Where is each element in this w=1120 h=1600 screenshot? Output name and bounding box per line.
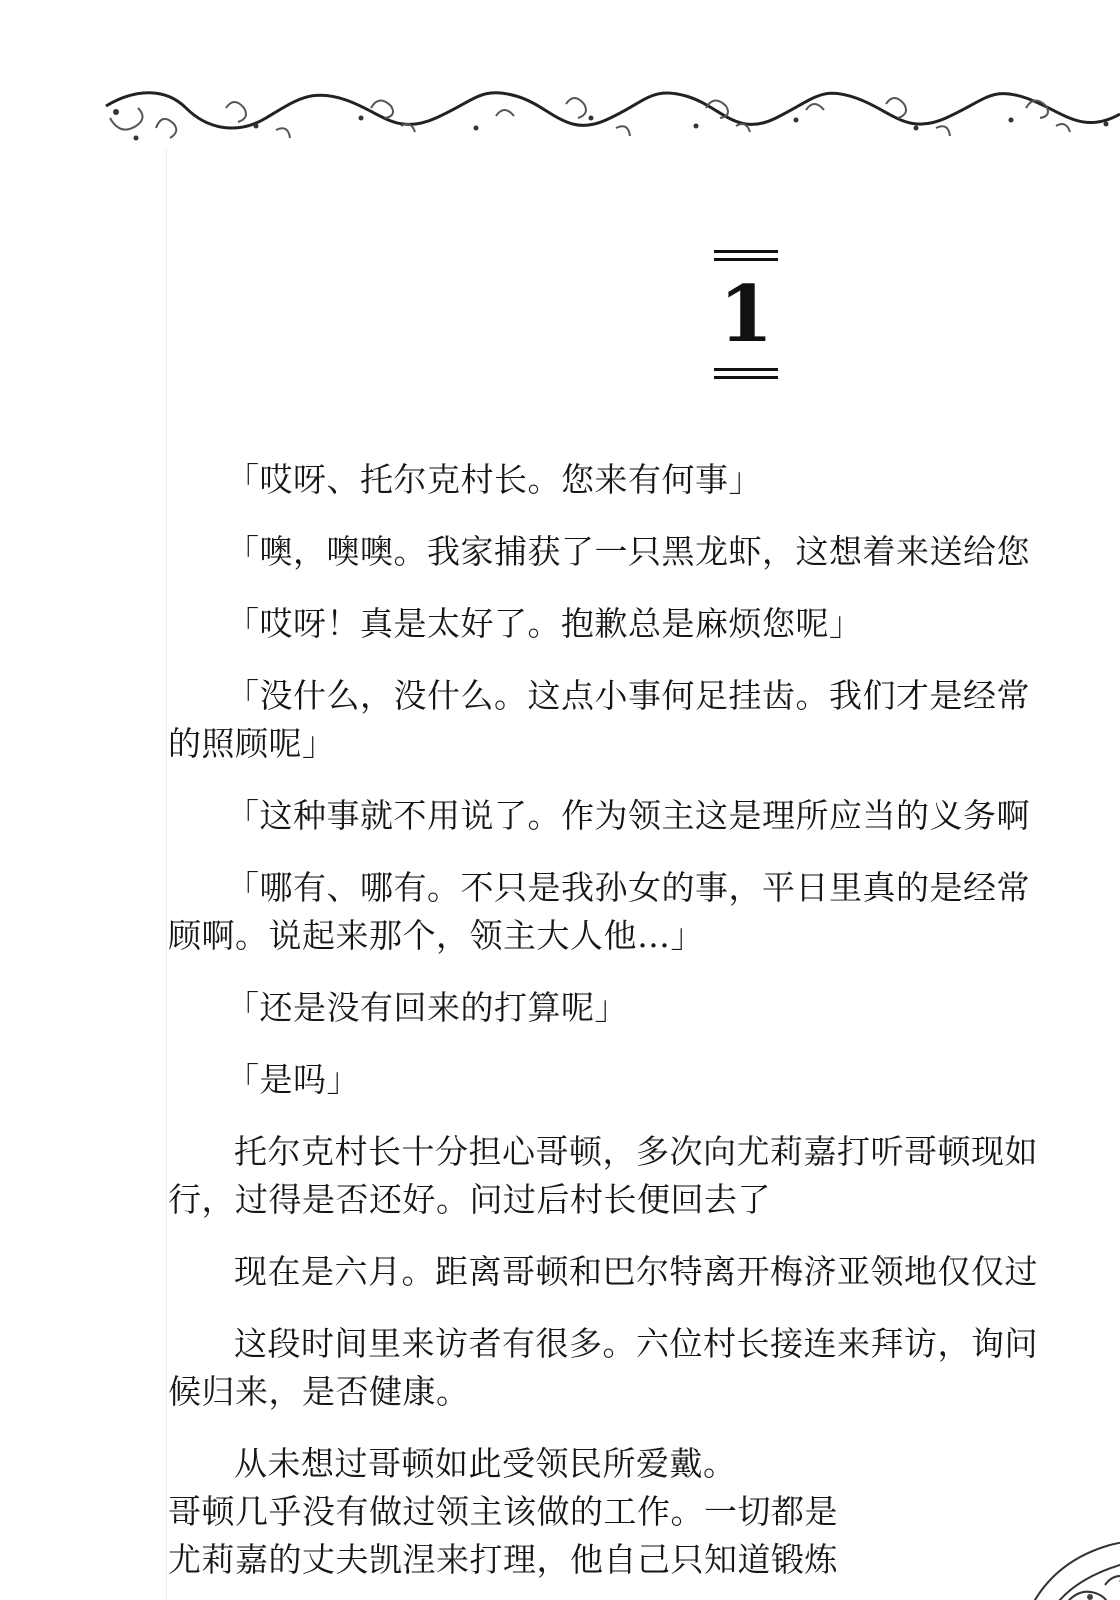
text-line: 「这种事就不用说了。作为领主这是理所应当的义务啊 [226, 796, 1030, 835]
text-line: 「哎呀！真是太好了。抱歉总是麻烦您呢」 [226, 604, 863, 643]
paragraph [168, 1320, 1120, 1416]
paragraph [168, 456, 1120, 504]
chapter-rule-top [714, 250, 778, 253]
paragraph [168, 984, 1120, 1032]
text-line: 「没什么，没什么。这点小事何足挂齿。我们才是经常 [226, 676, 1030, 715]
paragraph [168, 1128, 1120, 1224]
text-line: 的照顾呢」 [168, 724, 336, 763]
body-text [168, 456, 1120, 1584]
paragraph [168, 1248, 1120, 1296]
text-line: 从未想过哥顿如此受领民所爱戴。 [234, 1444, 737, 1483]
text-line: 「噢，噢噢。我家捕获了一只黑龙虾，这想着来送给您 [226, 532, 1030, 571]
chapter-rule-bottom [714, 376, 778, 379]
paragraph [168, 672, 1120, 768]
text-line: 哥顿几乎没有做过领主该做的工作。一切都是 [168, 1492, 838, 1531]
decorative-border-ornament [96, 78, 1120, 158]
text-line: 现在是六月。距离哥顿和巴尔特离开梅济亚领地仅仅过 [234, 1252, 1038, 1291]
chapter-number: 1 [718, 269, 774, 360]
text-line: 「是吗」 [226, 1060, 360, 1099]
paragraph [168, 600, 1120, 648]
chapter-heading [714, 250, 778, 382]
text-line: 「哎呀、托尔克村长。您来有何事」 [226, 460, 762, 499]
paragraph [168, 792, 1120, 840]
text-line: 这段时间里来访者有很多。六位村长接连来拜访，询问 [234, 1324, 1038, 1363]
paragraph [168, 528, 1120, 576]
corner-illustration [1010, 1485, 1120, 1600]
chapter-rule-bottom-inner [714, 368, 778, 371]
chapter-rule-top-inner [714, 258, 778, 261]
text-line: 候归来，是否健康。 [168, 1372, 470, 1411]
paragraph [168, 1440, 1120, 1584]
text-line: 行，过得是否还好。问过后村长便回去了 [168, 1180, 771, 1219]
page-margin-line [166, 150, 167, 1600]
text-line: 「哪有、哪有。不只是我孙女的事，平日里真的是经常 [226, 868, 1030, 907]
text-line: 尤莉嘉的丈夫凯涅来打理，他自己只知道锻炼 [168, 1540, 838, 1579]
paragraph [168, 864, 1120, 960]
text-line: 「还是没有回来的打算呢」 [226, 988, 628, 1027]
paragraph [168, 1056, 1120, 1104]
text-line: 托尔克村长十分担心哥顿，多次向尤莉嘉打听哥顿现如 [234, 1132, 1038, 1171]
text-line: 顾啊。说起来那个，领主大人他…」 [168, 916, 704, 955]
